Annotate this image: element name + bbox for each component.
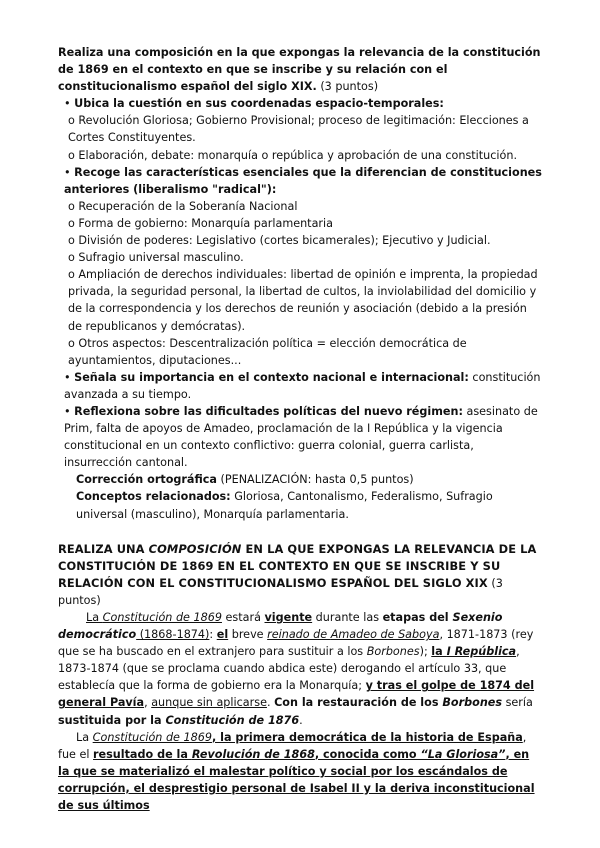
bullet-1: • Ubica la cuestión en sus coordenadas espacio-temporales: — [64, 97, 444, 111]
bullet-2-item: o División de poderes: Legislativo (cortes bicamerales); Ejecutivo y Judicial. — [68, 234, 491, 248]
conceptos-line: Conceptos relacionados: Gloriosa, Cantonalismo, Federalismo, Sufragio universal (masculino), Monarquía parlamentaria. — [76, 490, 493, 521]
answer-title: REALIZA UNA COMPOSICIÓN EN LA QUE EXPONGAS LA RELEVANCIA DE LA CONSTITUCIÓN DE 1869 EN EL CONTEXTO EN QUE SE INSCRIBE Y SU RELACIÓN CON EL CONSTITUCIONALISMO ESPAÑOL DEL SIGLO XIX (3 puntos) — [58, 541, 537, 607]
bullet-2-item: o Ampliación de derechos individuales: libertad de opinión e imprenta, la propiedad privada, la seguridad personal, la libertad de cultos, la inviolabilidad del domicilio y de la correspondencia y los derechos de reunión y asociación (debido a la presión de republicanos y demócratas). — [68, 268, 538, 333]
bullet-2-item: o Recuperación de la Soberanía Nacional — [68, 199, 298, 213]
document-page — [58, 44, 544, 814]
question-statement: Realiza una composición en la que expongas la relevancia de la constitución de 1869 en el contexto en que se inscribe y su relación con el constitucionalismo español del siglo XIX. (3 puntos) — [58, 46, 541, 94]
bullet-2-item: o Sufragio universal masculino. — [68, 251, 244, 265]
bullet-3: • Señala su importancia en el contexto nacional e internacional: constitución avanzada a su tiempo. — [64, 370, 541, 401]
bullet-2-item: o Otros aspectos: Descentralización política = elección democrática de ayuntamientos, diputaciones... — [68, 336, 467, 367]
bullet-2: • Recoge las características esenciales que la diferencian de constituciones anteriores (liberalismo "radical"): — [64, 165, 542, 196]
answer-paragraph-1: La Constitución de 1869 estará vigente durante las etapas del Sexenio democrático (1868-1874): el breve reinado de Amadeo de Saboya, 1871-1873 (rey que se ha buscado en el extranjero para sustituir a los Borbones); la I República, 1873-1874 (que se proclama cuando abdica este) derogando el artículo 33, que establecía que la forma de gobierno era la Monarquía; y tras el golpe de 1874 del general Pavía, aunque sin aplicarse. Con la restauración de los Borbones sería sustituida por la Constitución de 1876. — [58, 611, 535, 727]
correccion-line: Corrección ortográfica (PENALIZACIÓN: hasta 0,5 puntos) — [76, 473, 414, 487]
bullet-2-item: o Forma de gobierno: Monarquía parlamentaria — [68, 216, 333, 230]
bullet-4: • Reflexiona sobre las dificultades políticas del nuevo régimen: asesinato de Prim, falta de apoyos de Amadeo, proclamación de la I República y la vigencia constitucional en un contexto conflictivo: guerra colonial, guerra carlista, insurrección cantonal. — [64, 404, 538, 470]
bullet-1-item: o Elaboración, debate: monarquía o república y aprobación de una constitución. — [68, 148, 518, 162]
bullet-1-item: o Revolución Gloriosa; Gobierno Provisional; proceso de legitimación: Elecciones a Cortes Constituyentes. — [68, 114, 529, 145]
answer-paragraph-2: La Constitución de 1869, la primera democrática de la historia de España, fue el resultado de la Revolución de 1868, conocida como “La Gloriosa”, en la que se materializó el malestar político y social por los escándalos de corrupción, el desprestigio personal de Isabel II y la deriva inconstitucional de sus últimos — [58, 730, 535, 813]
